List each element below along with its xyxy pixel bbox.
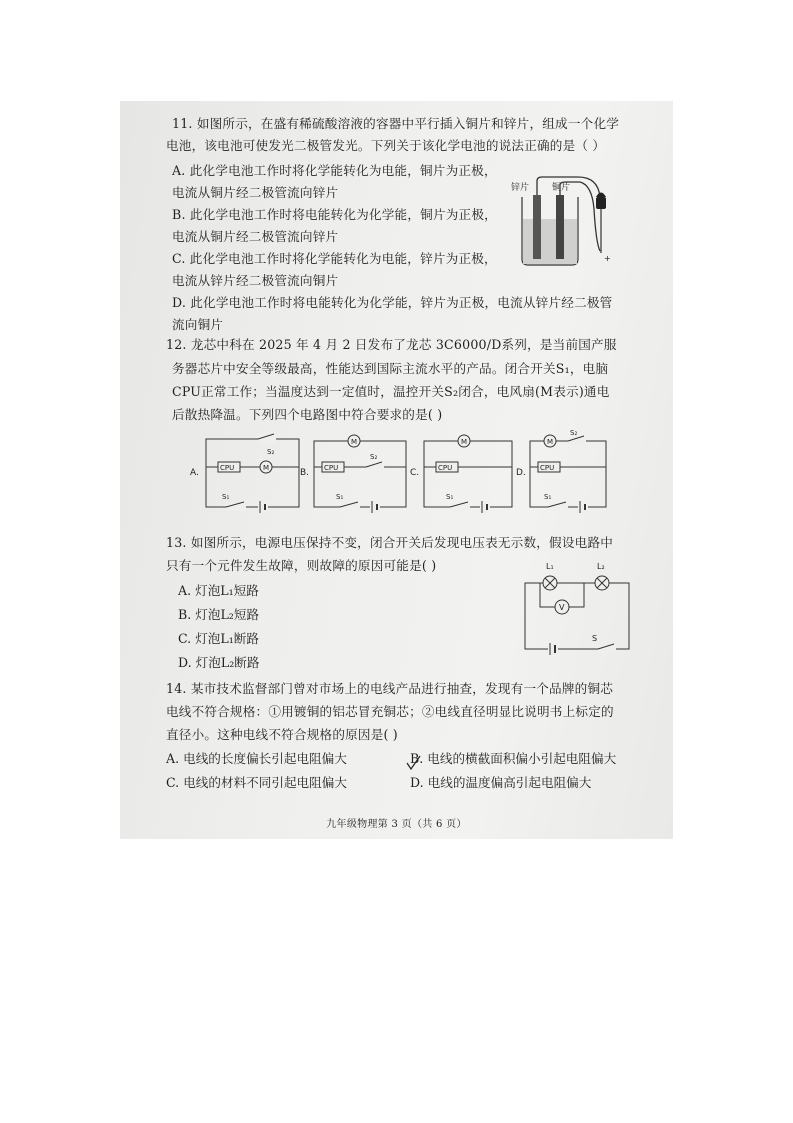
q14-option-a: A. 电线的长度偏长引起电阻偏大 (166, 751, 347, 766)
battery-beaker-figure (508, 173, 628, 269)
q13-option-c: C. 灯泡L₁断路 (178, 631, 259, 646)
q14-line-1: 14. 某市技术监督部门曾对市场上的电线产品进行抽查，发现有一个品牌的铜芯 (166, 681, 614, 696)
q11-line-1: 11. 如图所示，在盛有稀硫酸溶液的容器中平行插入铜片和锌片，组成一个化学 (172, 116, 620, 131)
circuit-b (300, 435, 406, 513)
q13-option-d: D. 灯泡L₂断路 (178, 655, 260, 670)
q11-option-b-2: 电流从铜片经二极管流向锌片 (172, 229, 339, 244)
cpu-label: CPU (540, 464, 555, 472)
s1-label: S₁ (222, 493, 230, 501)
s2-label: S₂ (267, 448, 275, 456)
circuit-d-label: D. (516, 468, 526, 478)
circuit-d (516, 429, 606, 513)
s1-label: S₁ (336, 493, 344, 501)
zinc-plate-label: 锌片 (511, 183, 530, 193)
l1-label: L₁ (546, 562, 554, 571)
page-footer: 九年级物理第 3 页（共 6 页） (326, 819, 467, 830)
circuit-b-label: B. (300, 468, 310, 478)
q11-option-b-1: B. 此化学电池工作时将电能转化为化学能，铜片为正极， (172, 207, 497, 222)
s1-label: S₁ (446, 493, 454, 501)
q11-option-d-1: D. 此化学电池工作时将电能转化为化学能，锌片为正极，电流从锌片经二极管 (172, 295, 613, 310)
q12-line-1: 12. 龙芯中科在 2025 年 4 月 2 日发布了龙芯 3C6000/D系列，是当前国产服 (166, 337, 617, 352)
circuit-c-label: C. (410, 468, 420, 478)
q14-option-b: B. 电线的横截面积偏小引起电阻偏大 (410, 751, 617, 766)
q11-option-a-1: A. 此化学电池工作时将化学能转化为电能，铜片为正极， (172, 163, 497, 178)
q11-line-2: 电池，该电池可使发光二极管发光。下列关于该化学电池的说法正确的是（ ） (166, 138, 606, 153)
q14-line-2: 电线不符合规格：①用镀铜的铝芯冒充铜芯；②电线直径明显比说明书上标定的 (166, 704, 614, 719)
l2-label: L₂ (597, 562, 605, 571)
motor-label: M (461, 438, 468, 446)
cpu-label: CPU (438, 464, 453, 472)
q14-option-d: D. 电线的温度偏高引起电阻偏大 (410, 775, 592, 790)
s1-label: S₁ (544, 493, 552, 501)
circuit-a (190, 434, 299, 513)
q12-line-3: CPU正常工作；当温度达到一定值时，温控开关S₂闭合，电风扇(M表示)通电 (172, 384, 610, 399)
q14-option-c: C. 电线的材料不同引起电阻偏大 (166, 775, 347, 790)
led-icon (596, 197, 606, 209)
voltmeter-label: V (559, 603, 565, 612)
switch-label: S (592, 634, 598, 643)
q13-option-a: A. 灯泡L₁短路 (178, 583, 259, 598)
q13-line-1: 13. 如图所示，电源电压保持不变，闭合开关后发现电压表无示数，假设电路中 (166, 535, 614, 550)
cpu-label: CPU (324, 464, 339, 472)
motor-label: M (547, 438, 554, 446)
q13-circuit-figure (522, 559, 634, 655)
zinc-plate (533, 195, 541, 259)
q12-circuit-diagrams (190, 427, 610, 515)
led-plus-label: + (604, 254, 611, 263)
q13-line-2: 只有一个元件发生故障，则故障的原因可能是( ) (166, 558, 437, 573)
q14-line-3: 直径小。这种电线不符合规格的原因是( ) (166, 727, 398, 742)
s2-label: S₂ (570, 429, 578, 437)
circuit-a-label: A. (190, 468, 199, 478)
copper-plate-label: 铜片 (552, 183, 571, 193)
s2-label: S₂ (370, 453, 378, 461)
exam-page-photo (120, 101, 673, 839)
q13-option-b: B. 灯泡L₂短路 (178, 607, 260, 622)
q11-option-d-2: 流向铜片 (172, 317, 224, 332)
q11-option-a-2: 电流从铜片经二极管流向锌片 (172, 185, 339, 200)
copper-plate (556, 195, 564, 259)
q11-option-c-2: 电流从锌片经二极管流向铜片 (172, 273, 339, 288)
motor-label: M (351, 438, 358, 446)
q12-line-2: 务器芯片中安全等级最高，性能达到国际主流水平的产品。闭合开关S₁，电脑 (172, 361, 609, 376)
circuit-c (410, 435, 512, 513)
q12-line-4: 后散热降温。下列四个电路图中符合要求的是( ) (172, 407, 443, 422)
cpu-label: CPU (220, 464, 235, 472)
check-mark-icon (404, 753, 424, 773)
motor-label: M (263, 464, 270, 472)
q11-option-c-1: C. 此化学电池工作时将化学能转化为电能，锌片为正极， (172, 251, 497, 266)
